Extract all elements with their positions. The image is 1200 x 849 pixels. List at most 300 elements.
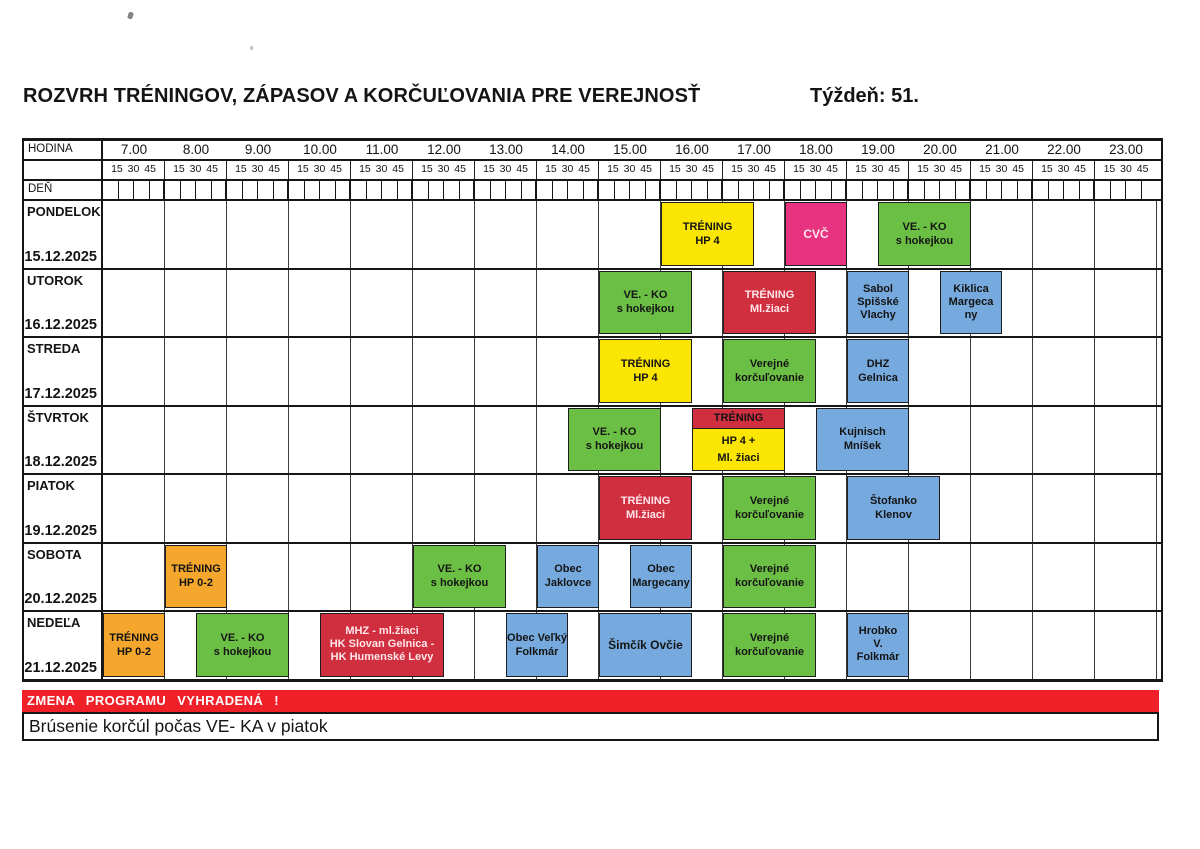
hour-label: 13.00	[489, 142, 523, 157]
quarter-tick-cell	[1095, 181, 1111, 199]
quarter-tick-cell	[181, 181, 197, 199]
hour-cell	[413, 407, 475, 474]
event-block	[630, 545, 692, 609]
hour-cell	[227, 544, 289, 611]
quarter-tick-cell	[863, 181, 879, 199]
event-block	[847, 339, 909, 403]
event-text-line: MHZ - ml.žiaci	[345, 625, 419, 638]
hour-cell	[1095, 338, 1157, 405]
page-title: ROZVRH TRÉNINGOV, ZÁPASOV A KORČUĽOVANIA PRE VEREJNOSŤ	[23, 85, 701, 107]
quarter-tick-cell	[522, 181, 538, 199]
quarter-mark: 15 30 45	[165, 161, 227, 179]
quarter-mark: 15 30 45	[475, 161, 537, 179]
event-block	[847, 476, 940, 540]
hour-cell	[103, 407, 165, 474]
hour-label: 19.00	[861, 142, 895, 157]
event-block	[103, 613, 165, 677]
quarter-tick-cell	[444, 181, 460, 199]
quarter-tick-cell	[429, 181, 445, 199]
hour-cell	[289, 407, 351, 474]
quarter-tick-cell	[816, 181, 832, 199]
event-text-line: Šimčík Ovčie	[608, 637, 683, 652]
event-text-line: s hokejkou	[895, 234, 954, 247]
event-text-line: s hokejkou	[616, 303, 675, 316]
hour-cell	[103, 475, 165, 542]
event-text-line: CVČ	[803, 226, 829, 241]
event-text-line: VE. - KO	[592, 426, 637, 439]
quarter-tick-cell	[506, 181, 522, 199]
event-block	[196, 613, 289, 677]
schedule-table	[22, 138, 1163, 682]
event-text-line: TRÉNING	[171, 563, 221, 576]
event-text-line: HP 0-2	[178, 577, 214, 590]
quarter-mark: 15 30 45	[847, 161, 909, 179]
quarter-tick-cell	[537, 181, 553, 199]
quarter-ticks	[103, 181, 1161, 199]
event-text-line: TRÉNING	[620, 494, 671, 507]
hour-cell	[1095, 201, 1157, 268]
hour-cell	[1033, 338, 1095, 405]
day-label-cell	[24, 201, 103, 268]
hour-cell	[1033, 407, 1095, 474]
hour-cell	[1095, 475, 1157, 542]
hour-cell	[413, 270, 475, 337]
quarter-mark: 15 30 45	[289, 161, 351, 179]
event-text-line: s hokejkou	[585, 440, 644, 453]
change-banner: ZMENA PROGRAMU VYHRADENÁ !	[22, 690, 1159, 712]
quarter-tick-cell	[320, 181, 336, 199]
event-text-line: VE. - KO	[437, 563, 482, 576]
hour-label: 8.00	[182, 142, 210, 157]
event-text-line: Verejné	[749, 563, 790, 576]
quarter-mark: 15 30 45	[103, 161, 165, 179]
quarter-tick-cell	[661, 181, 677, 199]
day-rows	[24, 199, 1161, 679]
quarter-mark: 15 30 45	[723, 161, 785, 179]
event-text-line: s hokejkou	[430, 577, 489, 590]
day-row-pondelok	[24, 199, 1161, 268]
day-row-sobota	[24, 542, 1161, 611]
event-text-line: Obec Veľký	[507, 631, 567, 644]
event-text-line: Obec	[647, 563, 675, 576]
event-text-line: Ml.žiaci	[625, 508, 666, 521]
event-text-line: Ml.žiaci	[749, 303, 790, 316]
quarter-tick-cell	[1002, 181, 1018, 199]
hour-cell	[165, 338, 227, 405]
quarter-tick-cell	[584, 181, 600, 199]
event-block	[785, 202, 847, 266]
event-block	[692, 408, 785, 472]
event-text-line: Margeca	[948, 295, 994, 308]
quarter-tick-cell	[227, 181, 243, 199]
quarter-tick-cell	[336, 181, 352, 199]
quarter-tick-cell	[708, 181, 724, 199]
event-block	[413, 545, 506, 609]
quarter-mark: 15 30 45	[971, 161, 1033, 179]
hour-cell	[1033, 270, 1095, 337]
quarter-tick-cell	[1064, 181, 1080, 199]
event-text-line: TRÉNING	[713, 412, 764, 425]
hour-label: 9.00	[244, 142, 272, 157]
quarter-tick-cell	[553, 181, 569, 199]
event-text-line: korčuľovanie	[734, 508, 805, 521]
hour-cell	[289, 201, 351, 268]
quarter-tick-cell	[615, 181, 631, 199]
hour-cell	[537, 201, 599, 268]
hour-cell	[537, 475, 599, 542]
quarter-mark: 15 30 45	[785, 161, 847, 179]
hour-label: 21.00	[985, 142, 1019, 157]
quarter-header-row	[24, 161, 1161, 179]
hour-label: 12.00	[427, 142, 461, 157]
hour-cell	[475, 475, 537, 542]
day-label-cell	[24, 612, 103, 679]
quarter-tick-cell	[987, 181, 1003, 199]
hour-cell	[1033, 201, 1095, 268]
den-label: DEŇ	[24, 181, 103, 199]
quarter-tick-cell	[723, 181, 739, 199]
hour-cell	[537, 338, 599, 405]
hour-cell	[1095, 270, 1157, 337]
day-name: ŠTVRTOK	[27, 409, 89, 425]
hour-cell	[909, 407, 971, 474]
hour-cell	[475, 407, 537, 474]
quarter-tick-cell	[956, 181, 972, 199]
hour-labels	[103, 141, 1161, 159]
quarter-tick-cell	[367, 181, 383, 199]
event-text-line: VE. - KO	[623, 289, 668, 302]
hour-cell	[413, 338, 475, 405]
day-label-cell	[24, 338, 103, 405]
hour-cell	[847, 544, 909, 611]
hour-cell	[971, 544, 1033, 611]
hour-cell	[475, 201, 537, 268]
hodina-label: HODINA	[24, 141, 103, 159]
day-name: NEDEĽA	[27, 615, 81, 630]
quarter-labels	[103, 161, 1161, 179]
event-text-line: TRÉNING	[620, 357, 671, 370]
event-block	[723, 271, 816, 335]
hour-cell	[909, 338, 971, 405]
event-block	[816, 408, 909, 472]
event-text-line: HK Slovan Gelnica -	[329, 638, 435, 651]
event-block	[599, 271, 692, 335]
quarter-tick-cell	[770, 181, 786, 199]
quarter-tick-cell	[1080, 181, 1096, 199]
quarter-tick-cell	[351, 181, 367, 199]
event-block	[599, 476, 692, 540]
event-text-line: Hrobko	[858, 625, 898, 638]
day-row-nedeľa	[24, 610, 1161, 679]
event-text-line: s hokejkou	[213, 645, 272, 658]
day-label-cell	[24, 270, 103, 337]
day-name: STREDA	[27, 341, 81, 356]
hour-label: 11.00	[365, 142, 399, 157]
day-row-utorok	[24, 268, 1161, 337]
day-name: PONDELOK	[27, 204, 101, 219]
hour-label: 23.00	[1109, 142, 1143, 157]
event-block	[165, 545, 227, 609]
quarter-mark: 15 30 45	[1033, 161, 1095, 179]
event-text-line: VE. - KO	[902, 220, 947, 233]
hour-cell	[103, 544, 165, 611]
quarter-tick-cell	[832, 181, 848, 199]
hour-cell	[475, 338, 537, 405]
hour-cell	[351, 338, 413, 405]
hour-cell	[413, 201, 475, 268]
quarter-tick-cell	[119, 181, 135, 199]
quarter-mark: 15 30 45	[351, 161, 413, 179]
quarter-tick-cell	[692, 181, 708, 199]
quarter-mark: 15 30 45	[661, 161, 723, 179]
quarter-tick-cell	[1018, 181, 1034, 199]
hour-cell	[227, 338, 289, 405]
quarter-tick-cell	[274, 181, 290, 199]
hour-label: 20.00	[923, 142, 957, 157]
quarter-tick-cell	[165, 181, 181, 199]
quarter-tick-cell	[754, 181, 770, 199]
day-label-cell	[24, 544, 103, 611]
hour-label: 16.00	[675, 142, 709, 157]
quarter-tick-cell	[739, 181, 755, 199]
event-block	[723, 545, 816, 609]
quarter-tick-cell	[940, 181, 956, 199]
event-text-line: HP 4	[695, 234, 720, 247]
event-text-line: TRÉNING	[744, 289, 795, 302]
hour-cell	[103, 338, 165, 405]
day-label-cell	[24, 407, 103, 474]
event-text-line: TRÉNING	[109, 631, 159, 644]
event-text-line: Kiklica	[953, 282, 989, 295]
hour-label: 14.00	[551, 142, 585, 157]
quarter-tick-cell	[150, 181, 166, 199]
hour-cell	[351, 201, 413, 268]
event-text-line: Folkmár	[856, 651, 900, 664]
hour-label: 18.00	[799, 142, 833, 157]
day-date: 21.12.2025	[24, 659, 97, 676]
den-row	[24, 179, 1161, 199]
event-text-line: VE. - KO	[220, 631, 265, 644]
hour-cell	[1095, 544, 1157, 611]
quarter-tick-cell	[1142, 181, 1158, 199]
footer-note: Brúsenie korčúl počas VE- KA v piatok	[22, 712, 1159, 741]
hour-cell	[351, 270, 413, 337]
event-block	[847, 613, 909, 677]
day-name: SOBOTA	[27, 546, 82, 562]
hour-cell	[909, 544, 971, 611]
day-row-streda	[24, 336, 1161, 405]
quarter-tick-cell	[212, 181, 228, 199]
hour-cell	[227, 201, 289, 268]
hour-cell	[289, 544, 351, 611]
hour-cell	[909, 612, 971, 679]
hour-cell	[537, 270, 599, 337]
event-text-line: Folkmár	[515, 645, 559, 658]
hours-header-row	[24, 141, 1161, 161]
event-text-line: Verejné	[749, 494, 790, 507]
hour-cell	[165, 407, 227, 474]
hour-cell	[227, 475, 289, 542]
event-text-line: korčuľovanie	[734, 645, 805, 658]
hour-cell	[351, 475, 413, 542]
day-date: 19.12.2025	[24, 522, 97, 539]
quarter-tick-cell	[413, 181, 429, 199]
day-date: 20.12.2025	[24, 591, 97, 607]
event-text-line: HP 0-2	[116, 645, 152, 658]
quarter-tick-cell	[398, 181, 414, 199]
day-date: 17.12.2025	[24, 385, 97, 402]
event-text-line: Sabol	[863, 282, 893, 295]
hour-cell	[475, 270, 537, 337]
quarter-tick-cell	[382, 181, 398, 199]
event-text-line: Margecany	[632, 577, 690, 590]
quarter-mark: 15 30 45	[413, 161, 475, 179]
quarter-tick-cell	[878, 181, 894, 199]
hour-cell	[971, 612, 1033, 679]
week-label: Týždeň: 51.	[810, 85, 919, 107]
event-text-line: Klenov	[875, 508, 912, 521]
hour-cell	[165, 201, 227, 268]
hour-cell	[413, 475, 475, 542]
hour-cell	[1033, 612, 1095, 679]
event-block	[568, 408, 661, 472]
event-text-line: HP 4 +	[721, 435, 756, 448]
hour-cell	[227, 407, 289, 474]
event-block	[847, 271, 909, 335]
event-text-line: Obec	[554, 563, 582, 576]
event-text-line: DHZ	[866, 357, 890, 370]
hour-cell	[289, 338, 351, 405]
hour-cell	[103, 201, 165, 268]
day-row-štvrtok	[24, 405, 1161, 474]
event-split-top	[693, 409, 784, 430]
hour-cell	[971, 475, 1033, 542]
scan-artifact	[250, 46, 253, 50]
event-text-line: Vlachy	[860, 308, 896, 321]
event-text-line: Ml. žiaci	[717, 452, 760, 465]
quarter-tick-cell	[460, 181, 476, 199]
event-block	[723, 339, 816, 403]
event-text-line: HK Humenské Levy	[330, 651, 434, 664]
quarter-tick-cell	[646, 181, 662, 199]
hour-cell	[971, 201, 1033, 268]
quarter-mark: 15 30 45	[599, 161, 661, 179]
event-text-line: Verejné	[749, 357, 790, 370]
hour-cell	[1095, 612, 1157, 679]
event-text-line: Spišské	[857, 295, 899, 308]
quarter-header-spacer	[24, 161, 103, 179]
event-block	[878, 202, 971, 266]
hour-cell	[289, 270, 351, 337]
event-text-line: Mníšek	[843, 440, 882, 453]
hour-cell	[165, 475, 227, 542]
event-text-line: Verejné	[749, 631, 790, 644]
event-block	[599, 339, 692, 403]
day-date: 18.12.2025	[24, 454, 97, 470]
event-block	[506, 613, 568, 677]
event-block	[940, 271, 1002, 335]
hour-cell	[1033, 475, 1095, 542]
quarter-tick-cell	[599, 181, 615, 199]
quarter-tick-cell	[103, 181, 119, 199]
quarter-tick-cell	[785, 181, 801, 199]
hour-cell	[971, 338, 1033, 405]
event-text-line: Štofanko	[869, 494, 918, 507]
day-name: PIATOK	[27, 478, 75, 493]
quarter-tick-cell	[1111, 181, 1127, 199]
quarter-tick-cell	[289, 181, 305, 199]
event-text-line: Jaklovce	[544, 577, 592, 590]
day-date: 16.12.2025	[24, 317, 97, 333]
event-block	[537, 545, 599, 609]
quarter-tick-cell	[305, 181, 321, 199]
quarter-tick-cell	[1033, 181, 1049, 199]
quarter-tick-cell	[909, 181, 925, 199]
event-text-line: Kujnisch	[839, 426, 886, 439]
hour-cell	[227, 270, 289, 337]
quarter-tick-cell	[925, 181, 941, 199]
quarter-mark: 15 30 45	[1103, 163, 1149, 175]
quarter-tick-cell	[475, 181, 491, 199]
quarter-mark: 15 30 45	[227, 161, 289, 179]
quarter-tick-cell	[258, 181, 274, 199]
hour-label: 15.00	[613, 142, 647, 157]
hour-cell	[165, 270, 227, 337]
quarter-tick-cell	[847, 181, 863, 199]
quarter-tick-cell	[677, 181, 693, 199]
quarter-tick-cell	[801, 181, 817, 199]
day-row-piatok	[24, 473, 1161, 542]
quarter-tick-cell	[491, 181, 507, 199]
quarter-tick-cell	[630, 181, 646, 199]
event-text-line: Gelnica	[858, 371, 898, 384]
hour-cell	[599, 201, 661, 268]
quarter-tick-cell	[196, 181, 212, 199]
quarter-mark: 15 30 45	[909, 161, 971, 179]
quarter-tick-cell	[243, 181, 259, 199]
hour-cell	[289, 475, 351, 542]
quarter-tick-cell	[134, 181, 150, 199]
quarter-mark: 15 30 45	[537, 161, 599, 179]
day-label-cell	[24, 475, 103, 542]
event-text-line: korčuľovanie	[734, 577, 805, 590]
event-text-line: korčuľovanie	[734, 371, 805, 384]
day-date: 15.12.2025	[24, 248, 97, 265]
event-block	[723, 613, 816, 677]
hour-cell	[351, 544, 413, 611]
day-name: UTOROK	[27, 272, 84, 288]
hour-label: 22.00	[1047, 142, 1081, 157]
event-text-line: HP 4	[633, 371, 658, 384]
quarter-tick-cell	[1049, 181, 1065, 199]
hour-label: 7.00	[120, 142, 148, 157]
event-block	[599, 613, 692, 677]
event-block	[320, 613, 444, 677]
event-text-line: V.	[873, 638, 883, 651]
quarter-tick-cell	[568, 181, 584, 199]
hour-label: 17.00	[737, 142, 771, 157]
hour-cell	[971, 407, 1033, 474]
hour-label: 10.00	[303, 142, 337, 157]
quarter-tick-cell	[1126, 181, 1142, 199]
quarter-tick-cell	[971, 181, 987, 199]
hour-cell	[1033, 544, 1095, 611]
event-split-bottom	[693, 429, 784, 470]
scan-artifact	[127, 11, 134, 19]
hour-cell	[103, 270, 165, 337]
hour-cell	[1095, 407, 1157, 474]
event-block	[723, 476, 816, 540]
